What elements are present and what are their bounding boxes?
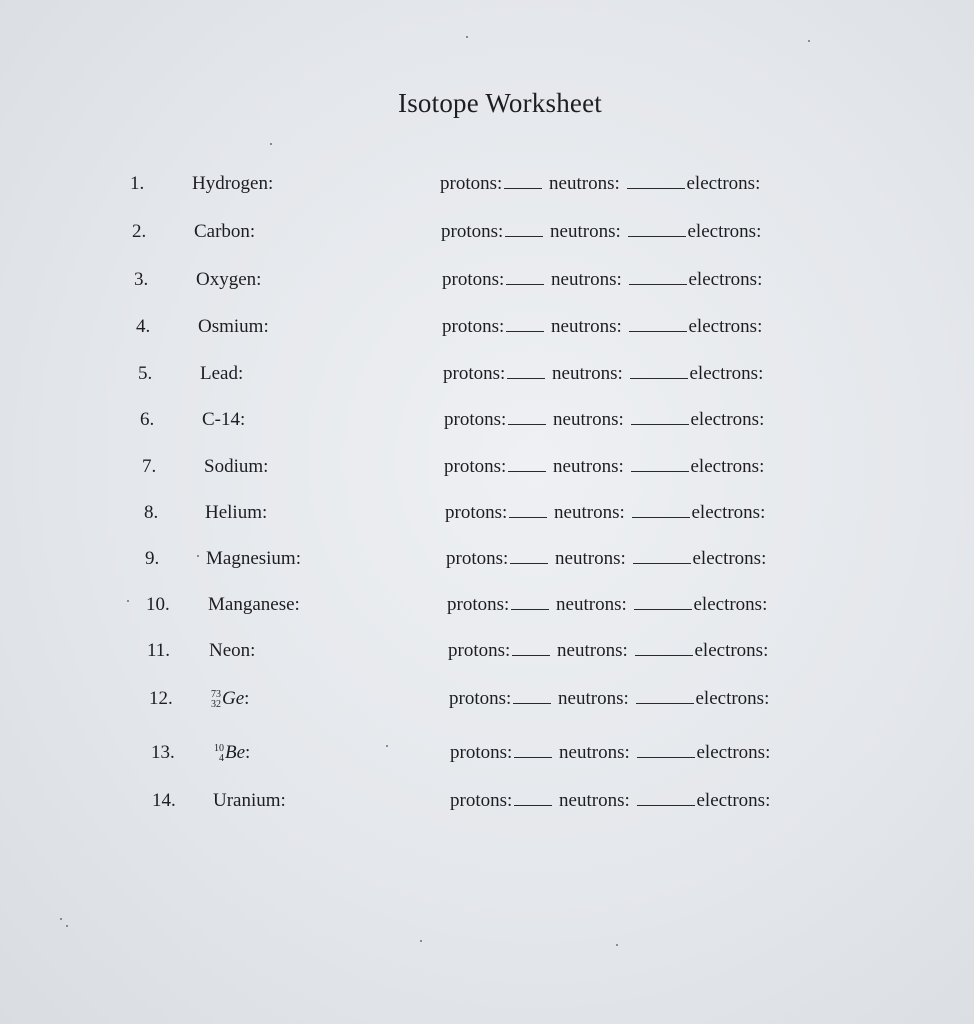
nuclide-numbers bbox=[211, 690, 221, 710]
neutrons-label: neutrons: bbox=[557, 640, 628, 661]
neutrons-label: neutrons: bbox=[552, 363, 623, 384]
neutrons-label: neutrons: bbox=[550, 221, 621, 242]
protons-label: protons: bbox=[444, 409, 507, 430]
protons-label: protons: bbox=[440, 173, 503, 194]
paper-speck bbox=[420, 940, 422, 942]
item-number: 14. bbox=[152, 790, 176, 811]
protons-blank[interactable] bbox=[514, 738, 552, 758]
isotope-notation bbox=[214, 738, 250, 768]
item-number: 6. bbox=[140, 409, 155, 430]
protons-blank[interactable] bbox=[507, 359, 545, 379]
protons-label: protons: bbox=[443, 363, 506, 384]
neutrons-label: neutrons: bbox=[554, 502, 625, 523]
element-name: Sodium: bbox=[204, 456, 269, 477]
protons-blank[interactable] bbox=[506, 312, 544, 332]
element-name: Magnesium: bbox=[206, 548, 301, 569]
mass-number: 10 bbox=[214, 743, 224, 754]
item-number: 7. bbox=[142, 456, 157, 477]
particle-fields bbox=[443, 359, 763, 389]
neutrons-label: neutrons: bbox=[553, 456, 624, 477]
electrons-label: electrons: bbox=[696, 790, 771, 811]
paper-speck bbox=[127, 600, 129, 602]
element-name: Helium: bbox=[205, 502, 268, 523]
particle-fields bbox=[442, 265, 762, 295]
neutrons-blank[interactable] bbox=[636, 684, 694, 704]
particle-fields bbox=[444, 405, 764, 435]
neutrons-blank[interactable] bbox=[634, 590, 692, 610]
electrons-label: electrons: bbox=[696, 742, 771, 763]
paper-speck bbox=[386, 745, 388, 747]
atomic-number: 4 bbox=[219, 753, 224, 764]
protons-label: protons: bbox=[446, 548, 509, 569]
protons-blank[interactable] bbox=[508, 452, 546, 472]
atomic-number: 32 bbox=[211, 699, 221, 710]
item-number: 3. bbox=[134, 269, 149, 290]
neutrons-label: neutrons: bbox=[556, 594, 627, 615]
protons-blank[interactable] bbox=[508, 405, 546, 425]
particle-fields bbox=[447, 590, 767, 620]
protons-blank[interactable] bbox=[513, 684, 551, 704]
protons-blank[interactable] bbox=[509, 498, 547, 518]
item-number: 8. bbox=[144, 502, 159, 523]
neutrons-blank[interactable] bbox=[635, 636, 693, 656]
isotope-colon: : bbox=[245, 742, 251, 763]
protons-blank[interactable] bbox=[505, 217, 543, 237]
item-number: 9. bbox=[145, 548, 160, 569]
neutrons-label: neutrons: bbox=[559, 790, 630, 811]
paper-speck bbox=[197, 555, 199, 557]
neutrons-blank[interactable] bbox=[631, 452, 689, 472]
protons-blank[interactable] bbox=[504, 169, 542, 189]
neutrons-blank[interactable] bbox=[633, 544, 691, 564]
protons-label: protons: bbox=[449, 688, 512, 709]
element-name: Osmium: bbox=[198, 316, 269, 337]
electrons-label: electrons: bbox=[686, 173, 761, 194]
element-symbol: Ge bbox=[222, 688, 245, 709]
paper-speck bbox=[270, 143, 272, 145]
element-name: Oxygen: bbox=[196, 269, 262, 290]
nuclide-numbers bbox=[214, 744, 224, 764]
element-name: Uranium: bbox=[213, 790, 286, 811]
isotope-colon: : bbox=[244, 688, 250, 709]
paper-speck bbox=[808, 40, 810, 42]
neutrons-label: neutrons: bbox=[551, 269, 622, 290]
element-name: Manganese: bbox=[208, 594, 300, 615]
protons-blank[interactable] bbox=[511, 590, 549, 610]
item-number: 13. bbox=[151, 742, 175, 763]
neutrons-label: neutrons: bbox=[549, 173, 620, 194]
element-name: Hydrogen: bbox=[192, 173, 274, 194]
particle-fields bbox=[445, 498, 765, 528]
item-number: 5. bbox=[138, 363, 153, 384]
particle-fields bbox=[450, 786, 770, 816]
element-name: Lead: bbox=[200, 363, 244, 384]
protons-blank[interactable] bbox=[514, 786, 552, 806]
protons-label: protons: bbox=[441, 221, 504, 242]
paper-speck bbox=[60, 918, 62, 920]
electrons-label: electrons: bbox=[689, 363, 764, 384]
electrons-label: electrons: bbox=[693, 594, 768, 615]
neutrons-blank[interactable] bbox=[631, 405, 689, 425]
electrons-label: electrons: bbox=[694, 640, 769, 661]
item-number: 4. bbox=[136, 316, 151, 337]
neutrons-blank[interactable] bbox=[629, 265, 687, 285]
item-number: 11. bbox=[147, 640, 171, 661]
particle-fields bbox=[448, 636, 768, 666]
protons-blank[interactable] bbox=[512, 636, 550, 656]
page-title: Isotope Worksheet bbox=[398, 88, 602, 118]
electrons-label: electrons: bbox=[690, 456, 765, 477]
item-number: 12. bbox=[149, 688, 173, 709]
electrons-label: electrons: bbox=[688, 269, 763, 290]
protons-blank[interactable] bbox=[510, 544, 548, 564]
electrons-label: electrons: bbox=[691, 502, 766, 523]
electrons-label: electrons: bbox=[688, 316, 763, 337]
protons-label: protons: bbox=[445, 502, 508, 523]
neutrons-blank[interactable] bbox=[637, 786, 695, 806]
element-symbol: Be bbox=[225, 742, 246, 763]
mass-number: 73 bbox=[211, 689, 221, 700]
neutrons-label: neutrons: bbox=[551, 316, 622, 337]
paper-speck bbox=[66, 925, 68, 927]
neutrons-blank[interactable] bbox=[637, 738, 695, 758]
protons-label: protons: bbox=[450, 790, 513, 811]
particle-fields bbox=[444, 452, 764, 482]
protons-label: protons: bbox=[442, 316, 505, 337]
electrons-label: electrons: bbox=[687, 221, 762, 242]
neutrons-label: neutrons: bbox=[553, 409, 624, 430]
protons-label: protons: bbox=[448, 640, 511, 661]
neutrons-blank[interactable] bbox=[632, 498, 690, 518]
neutrons-label: neutrons: bbox=[558, 688, 629, 709]
paper-speck bbox=[616, 944, 618, 946]
particle-fields bbox=[442, 312, 762, 342]
element-name: Neon: bbox=[209, 640, 256, 661]
isotope-notation bbox=[211, 684, 249, 714]
particle-fields bbox=[446, 544, 766, 574]
paper-speck bbox=[466, 36, 468, 38]
neutrons-label: neutrons: bbox=[555, 548, 626, 569]
item-number: 10. bbox=[146, 594, 170, 615]
protons-label: protons: bbox=[444, 456, 507, 477]
neutrons-blank[interactable] bbox=[628, 217, 686, 237]
neutrons-blank[interactable] bbox=[630, 359, 688, 379]
protons-label: protons: bbox=[442, 269, 505, 290]
particle-fields bbox=[449, 684, 769, 714]
element-name: C-14: bbox=[202, 409, 246, 430]
particle-fields bbox=[441, 217, 761, 247]
protons-blank[interactable] bbox=[506, 265, 544, 285]
neutrons-label: neutrons: bbox=[559, 742, 630, 763]
item-number: 1. bbox=[130, 173, 145, 194]
neutrons-blank[interactable] bbox=[627, 169, 685, 189]
protons-label: protons: bbox=[450, 742, 513, 763]
item-number: 2. bbox=[132, 221, 147, 242]
electrons-label: electrons: bbox=[695, 688, 770, 709]
particle-fields bbox=[450, 738, 770, 768]
element-name: Carbon: bbox=[194, 221, 256, 242]
protons-label: protons: bbox=[447, 594, 510, 615]
electrons-label: electrons: bbox=[692, 548, 767, 569]
particle-fields bbox=[440, 169, 760, 199]
neutrons-blank[interactable] bbox=[629, 312, 687, 332]
electrons-label: electrons: bbox=[690, 409, 765, 430]
